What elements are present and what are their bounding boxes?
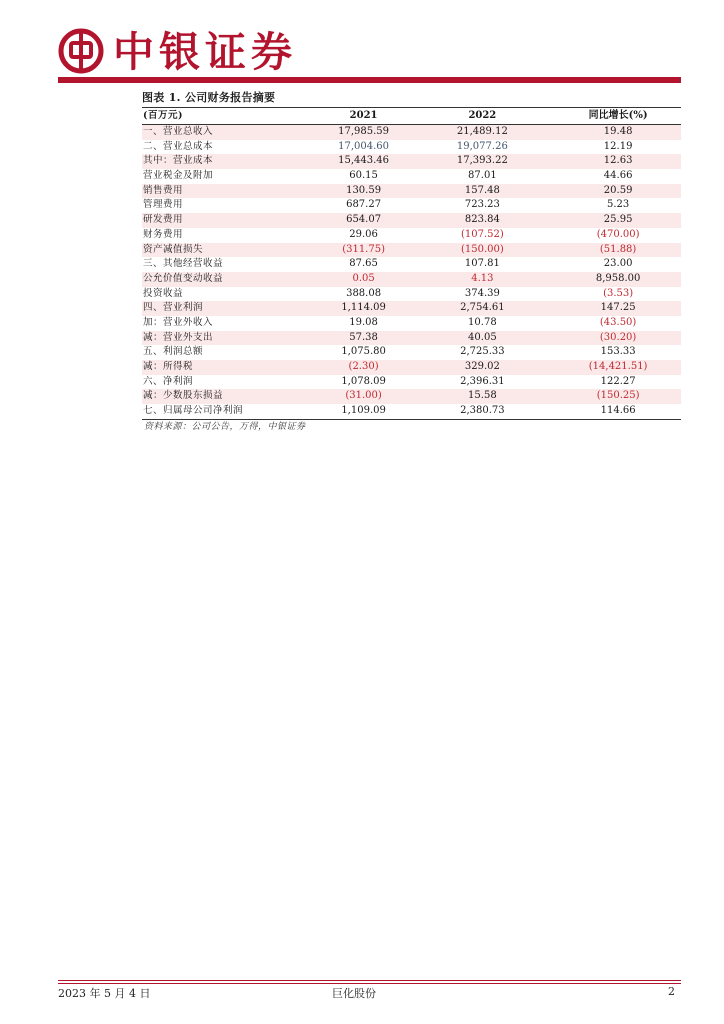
cell-2022: (150.00) (460, 243, 504, 255)
row-label: 三、其他经营收益 (143, 258, 224, 270)
unit-label: (百万元) (143, 109, 183, 121)
cell-yoy: 12.19 (603, 140, 633, 152)
cell-2022: 21,489.12 (456, 126, 508, 137)
row-label: 财务费用 (143, 228, 184, 240)
footer-date: 2023 年 5 月 4 日 (58, 987, 151, 1000)
table-row (142, 213, 681, 228)
cell-2022: 823.84 (464, 214, 500, 226)
table-row (142, 184, 681, 199)
column-header-2022: 2022 (468, 109, 497, 121)
table-header-row (142, 108, 681, 125)
row-label: 六、净利润 (143, 375, 194, 387)
cell-2022: 107.81 (464, 258, 500, 270)
table-row (142, 154, 681, 169)
column-header-yoy: 同比增长(%) (588, 109, 648, 121)
table-row (142, 301, 681, 316)
row-label: 营业税金及附加 (143, 170, 214, 182)
cell-2022: 723.23 (464, 199, 500, 211)
cell-yoy: (14,421.51) (588, 361, 648, 372)
table-row (142, 287, 681, 302)
cell-2021: 17,004.60 (338, 140, 390, 152)
table-row (142, 360, 681, 375)
cell-yoy: (43.50) (599, 316, 637, 328)
financial-summary-table (142, 107, 681, 420)
cell-yoy: (3.53) (603, 287, 634, 299)
cell-yoy: (150.25) (596, 390, 640, 402)
cell-2021: 15,443.46 (338, 155, 390, 167)
row-label: 加：营业外收入 (143, 316, 214, 328)
table-title: 图表 1. 公司财务报告摘要 (142, 91, 276, 104)
cell-2022: 15.58 (468, 390, 497, 402)
cell-2021: 687.27 (346, 199, 382, 211)
table-row (142, 140, 681, 155)
column-header-2021: 2021 (349, 109, 378, 121)
cell-yoy: (30.20) (599, 331, 637, 343)
table-row (142, 404, 681, 419)
source-note: 资料来源：公司公告，万得，中银证券 (144, 422, 306, 432)
row-label: 公允价值变动收益 (143, 272, 224, 284)
row-label: 销售费用 (143, 184, 184, 196)
cell-yoy: 122.27 (600, 375, 636, 387)
footer-page-number: 2 (668, 985, 675, 998)
table-row (142, 243, 681, 258)
row-label: 五、利润总额 (143, 346, 204, 358)
cell-2021: 29.06 (349, 228, 378, 240)
table-row (142, 169, 681, 184)
header-rule (58, 77, 681, 83)
cell-2022: (107.52) (460, 228, 504, 240)
cell-2021: (311.75) (342, 243, 385, 255)
cell-2022: 4.13 (471, 272, 494, 284)
row-label: 四、营业利润 (143, 302, 204, 314)
cell-yoy: 23.00 (603, 258, 633, 270)
cell-2022: 2,754.61 (460, 302, 505, 314)
cell-2021: 60.15 (349, 170, 378, 182)
cell-2021: 654.07 (346, 214, 382, 226)
footer-rule (58, 980, 681, 981)
cell-2022: 2,396.31 (460, 375, 505, 387)
table-row (142, 331, 681, 346)
cell-2021: 87.65 (349, 258, 378, 270)
cell-yoy: 5.23 (606, 199, 630, 211)
row-label: 投资收益 (143, 287, 184, 299)
cell-yoy: 153.33 (600, 346, 636, 358)
row-label: 减：所得税 (143, 361, 194, 372)
row-label: 一、营业总收入 (143, 126, 214, 137)
row-label: 资产减值损失 (143, 243, 204, 255)
cell-yoy: 114.66 (600, 405, 636, 417)
cell-2021: (2.30) (348, 361, 379, 372)
table-row (142, 125, 681, 140)
row-label: 研发费用 (143, 214, 184, 226)
cell-2021: 1,114.09 (341, 302, 386, 314)
cell-2022: 40.05 (468, 331, 497, 343)
cell-2021: 0.05 (352, 272, 375, 284)
cell-2022: 87.01 (468, 170, 497, 182)
cell-2021: 1,078.09 (341, 375, 386, 387)
cell-yoy: 147.25 (600, 302, 636, 314)
page-header (0, 0, 724, 90)
cell-2022: 329.02 (464, 361, 500, 372)
row-label: 二、营业总成本 (143, 140, 214, 152)
cell-2021: 130.59 (346, 184, 382, 196)
cell-yoy: 44.66 (603, 170, 633, 182)
footer-company: 巨化股份 (332, 987, 376, 1000)
table-row (142, 272, 681, 287)
cell-2022: 374.39 (464, 287, 500, 299)
cell-2022: 2,725.33 (460, 346, 505, 358)
cell-2022: 10.78 (468, 316, 497, 328)
cell-2021: 19.08 (349, 316, 378, 328)
row-label: 七、归属母公司净利润 (143, 405, 244, 417)
table-row (142, 389, 681, 404)
cell-yoy: 12.63 (603, 155, 633, 167)
table-row (142, 316, 681, 331)
table-row (142, 375, 681, 390)
cell-yoy: (470.00) (596, 228, 640, 240)
row-label: 管理费用 (143, 199, 184, 211)
table-row (142, 228, 681, 243)
cell-yoy: 20.59 (603, 184, 633, 196)
cell-2021: 1,109.09 (341, 405, 386, 417)
cell-2021: 388.08 (346, 287, 382, 299)
cell-2021: (31.00) (345, 390, 382, 402)
cell-yoy: 19.48 (603, 126, 633, 137)
table-row (142, 345, 681, 360)
cell-2021: 17,985.59 (338, 126, 390, 137)
cell-2022: 19,077.26 (456, 140, 508, 152)
cell-2022: 17,393.22 (456, 155, 508, 167)
cell-2022: 2,380.73 (460, 405, 505, 417)
row-label: 减：营业外支出 (143, 331, 214, 343)
table-body (142, 125, 681, 419)
row-label: 其中：营业成本 (143, 155, 214, 167)
bank-of-china-logo-icon (58, 28, 104, 74)
cell-2021: 1,075.80 (341, 346, 386, 358)
brand-name: 中银证券 (113, 28, 297, 76)
footer-rule-secondary (58, 983, 681, 984)
cell-2022: 157.48 (464, 184, 500, 196)
cell-2021: 57.38 (349, 331, 378, 343)
cell-yoy: 25.95 (603, 214, 633, 226)
cell-yoy: 8,958.00 (595, 272, 641, 284)
table-row (142, 257, 681, 272)
cell-yoy: (51.88) (599, 243, 637, 255)
row-label: 减：少数股东损益 (143, 390, 224, 402)
table-row (142, 198, 681, 213)
